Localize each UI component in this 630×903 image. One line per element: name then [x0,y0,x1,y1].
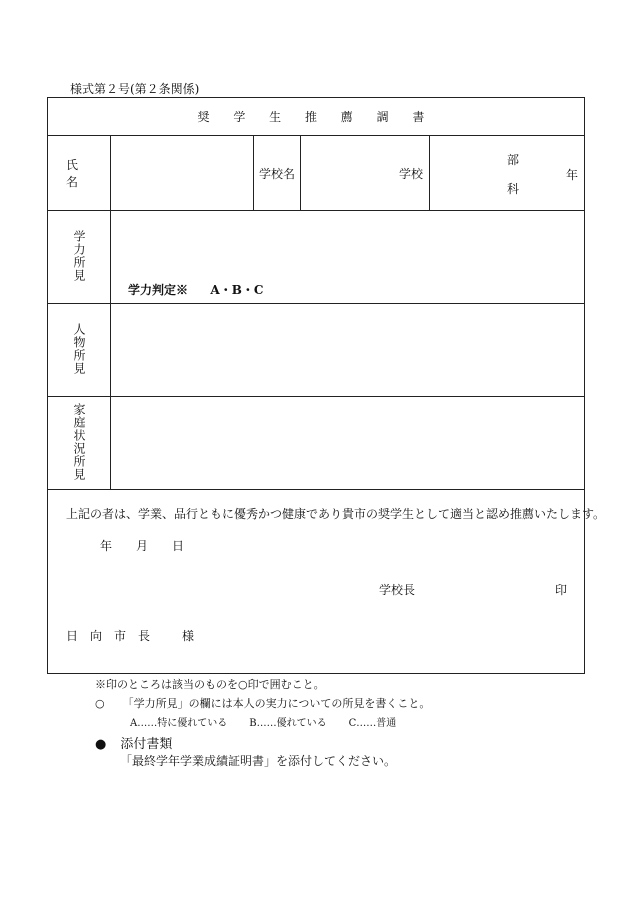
honorific: 様 [182,629,195,643]
name-label: 氏 名 [48,136,111,211]
principal-label: 学校長 [379,583,416,597]
academic-field[interactable] [111,211,585,304]
statement-text: 上記の者は、学業、品行ともに優秀かつ健康であり貴市の奨学生として適当と認め推薦いたします。 [66,507,606,521]
school-field[interactable] [301,136,430,211]
grade-b[interactable]: B [231,283,242,297]
form-title: 奨 学 生 推 薦 調 書 [48,98,585,136]
character-field[interactable] [111,304,585,397]
grade-legend [130,714,418,729]
family-field[interactable] [111,397,585,490]
attachments-heading [95,733,172,752]
name-field[interactable] [111,136,254,211]
form-number: 様式第２号(第２条関係) [70,82,200,96]
month-label: 月 [136,539,149,553]
year-label: 年 [565,168,578,182]
academic-judgement-label: 学力判定※ [128,283,189,297]
academic-label-cell [48,211,111,304]
date-line [100,537,208,554]
day-label: 日 [172,539,185,553]
grade-a[interactable]: A [210,283,220,297]
bullet-icon: ● [95,737,107,752]
year-label: 年 [100,539,113,553]
attachments-description: 「最終学年学業成績証明書」を添付してください。 [120,754,397,768]
grade-legend-a: A……特に優れている [130,718,228,729]
dept-year-field[interactable] [430,136,585,211]
character-label: 人物所見 [72,322,86,375]
character-label-cell [48,304,111,397]
circle-mark-icon: ○ [95,697,105,710]
grade-legend-b: B……優れている [249,718,327,729]
note-1: ※印のところは該当のものを○印で囲むこと。 [95,678,325,691]
statement-block [48,490,606,674]
family-label: 家庭状況所見 [72,402,86,481]
academic-judgement: 学力判定※ A・B・C [128,283,264,297]
mayor-address [66,627,194,644]
course-label: 科 [507,182,520,196]
note-2 [95,695,430,711]
grade-legend-c: C……普通 [348,718,397,729]
seal-mark: 印 [555,583,568,597]
school-name-label: 学校名 [254,136,301,211]
dept-label: 部 [507,153,520,167]
mayor-label: 日 向 市 長 [66,629,151,643]
grade-c[interactable]: C [253,283,264,297]
academic-label: 学力所見 [72,229,86,282]
note-2-text: 「学力所見」の欄には本人の実力についての所見を書くこと。 [122,697,431,710]
attachments-title: 添付書類 [120,737,173,752]
recommendation-form [47,97,606,674]
family-label-cell [48,397,111,490]
school-suffix: 学校 [398,166,423,181]
